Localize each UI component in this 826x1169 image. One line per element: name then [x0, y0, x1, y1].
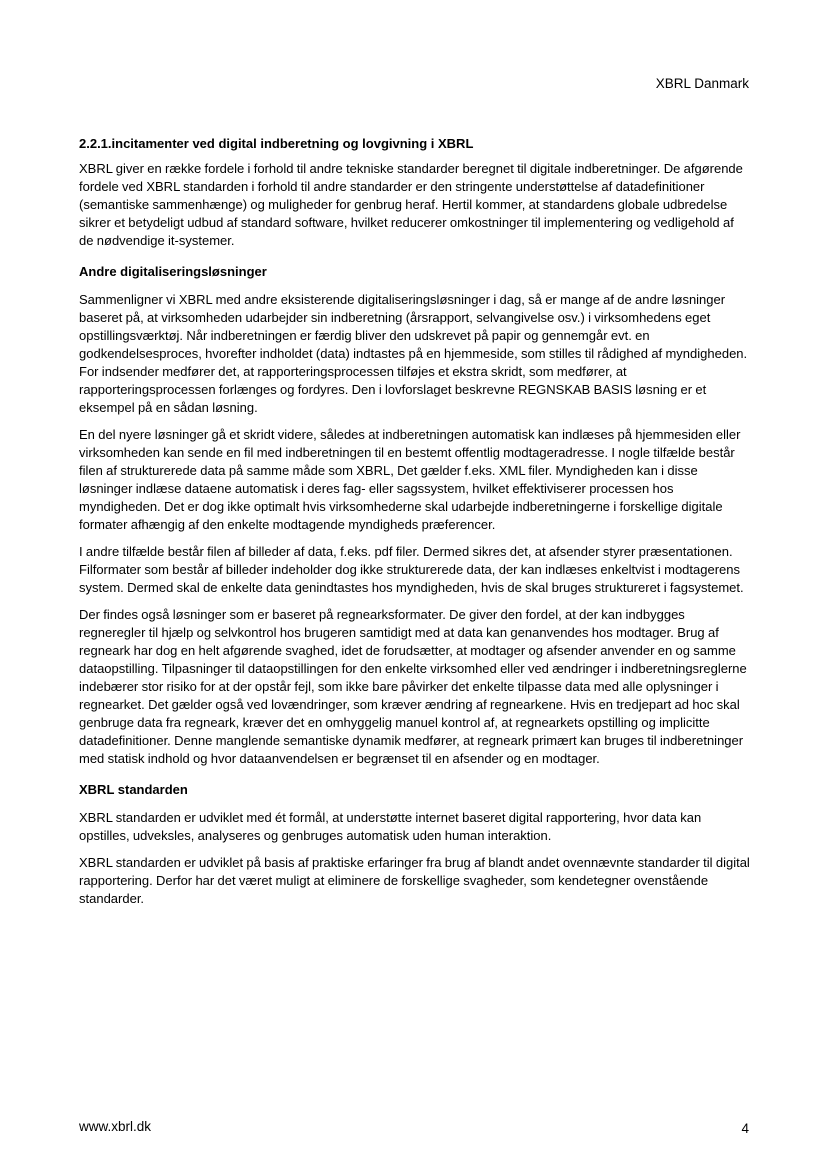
- section-heading-incitamenter: 2.2.1.incitamenter ved digital indberetning og lovgivning i XBRL: [79, 136, 474, 151]
- page-header-title: XBRL Danmark: [655, 76, 749, 91]
- footer-url: www.xbrl.dk: [79, 1119, 152, 1134]
- paragraph: XBRL standarden er udviklet på basis af praktiske erfaringer fra brug af blandt andet ovennævnte standarder til digital rapportering. Derfor har det været muligt at eliminere de forskellige svagheder, som kendetegner ovenstående standarder.: [79, 855, 750, 906]
- paragraph: Der findes også løsninger som er baseret på regnearksformater. De giver den fordel, at der kan indbygges regneregler til hjælp og selvkontrol hos brugeren samtidigt med at data kan genanvendes hos modtager. Brug af regneark har dog en helt afgørende svaghed, idet de forudsætter, at modtager og afsender anvender en og samme dataopstilling. Tilpasninger til dataopstillingen for den enkelte virksomhed eller ved ændringer i indberetningsreglerne indebærer stor risiko for at der opstår fejl, som ikke bare påvirker det enkelte tilpasse data med alle oplysninger i regnearket. Det gælder også ved lovændringer, som kræver ændring af regnearkene. Hvis en tredjepart ad hoc skal genbruge data fra regneark, kræver det en omhyggelig manuel kontrol af, at regnearkets opstilling og implicitte datadefinitioner. Denne manglende semantiske dynamik medfører, at regneark primært kan bruges til indberetninger med statisk indhold og hvor dataanvendelsen er begrænset til en afsender og en modtager.: [79, 607, 747, 766]
- section-heading-andre-digitaliseringslosninger: Andre digitaliseringsløsninger: [79, 264, 267, 279]
- page-number: 4: [741, 1121, 749, 1136]
- paragraph: I andre tilfælde består filen af billeder af data, f.eks. pdf filer. Dermed sikres det, at afsender styrer præsentationen. Filformater som består af billeder indeholder dog ikke strukturerede data, der kan indlæses enkeltvist i modtagerens system. Dermed skal de enkelte data genindtastes hos myndigheden, hvis de skal bruges struktureret i fagsystemet.: [79, 544, 744, 595]
- paragraph: Sammenligner vi XBRL med andre eksisterende digitaliseringsløsninger i dag, så er mange af de andre løsninger baseret på, at virksomheden udarbejder sin indberetning (årsrapport, selvangivelse osv.) i virksomhedens eget opstillingsværktøj. Når indberetningen er færdig bliver den udskrevet på papir og gennemgår evt. en godkendelsesproces, hvorefter indholdet (data) indtastes på en hjemmeside, som stilles til rådighed af myndigheden. For indsender medfører det, at rapporteringsprocessen tilføjes et ekstra skridt, som medfører, at rapporteringsprocessen forlænges og fordyres. Den i lovforslaget beskrevne REGNSKAB BASIS løsning er et eksempel på en sådan løsning.: [79, 292, 748, 415]
- paragraph: En del nyere løsninger gå et skridt videre, således at indberetningen automatisk kan indlæses på hjemmesiden eller virksomheden kan sende en fil med indberetningen til en bestemt offentlig modtageradresse. I nogle tilfælde består filen af strukturerede data på samme måde som XBRL, Det gælder f.eks. XML filer. Myndigheden kan i disse løsninger indlæse dataene automatisk i deres fag- eller sagssystem, hvilket effektiviserer processen hos myndigheden. Det er dog ikke optimalt hvis virksomhederne skal udarbejde indberetningerne i forskellige digitale formater afhængig af den enkelte modtagende myndigheds præferencer.: [79, 427, 741, 532]
- paragraph: XBRL giver en række fordele i forhold til andre tekniske standarder beregnet til digitale indberetninger. De afgørende fordele ved XBRL standarden i forhold til andre standarder er den stringente understøttelse af datadefinitioner (semantiske sammenhænge) og muligheder for genbrug heraf. Hertil kommer, at standardens globale udbredelse sikrer et betydeligt udbud af standard software, hvilket reducerer omkostninger til implementering og vedligehold af de nødvendige it-systemer.: [79, 161, 743, 248]
- document-body: [79, 135, 751, 917]
- paragraph: XBRL standarden er udviklet med ét formål, at understøtte internet baseret digital rapportering, hvor data kan opstilles, udveksles, analyseres og genbruges automatisk uden human interaktion.: [79, 810, 702, 843]
- section-heading-xbrl-standarden: XBRL standarden: [79, 782, 188, 797]
